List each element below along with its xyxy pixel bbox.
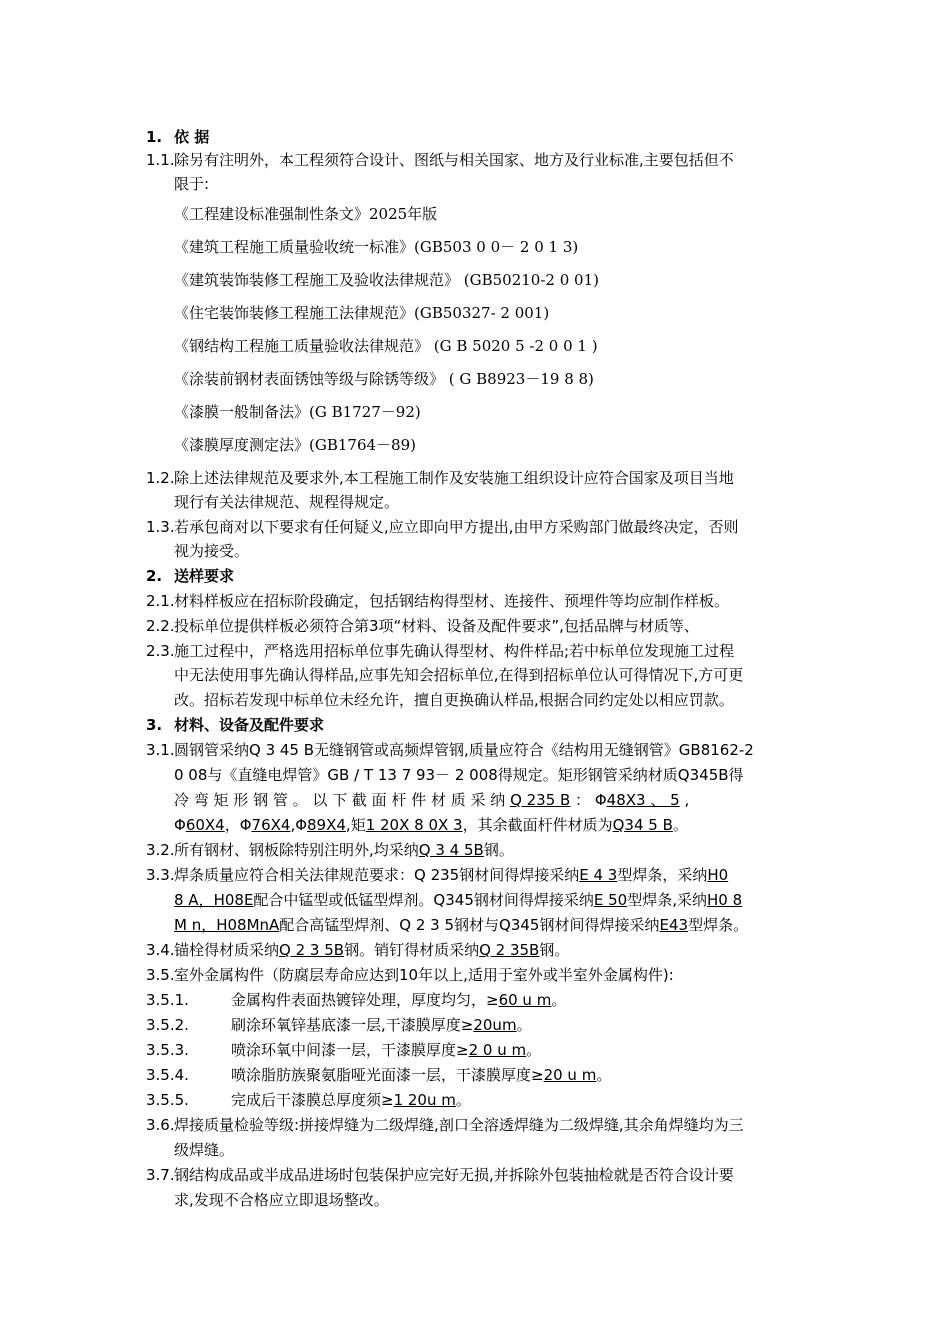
electrode-type: E 4 3 — [579, 866, 618, 884]
electrode-type: E43 — [659, 916, 689, 934]
subclause-text: 刷涂环氧锌基底漆一层,干漆膜厚度≥20um。 — [231, 1016, 532, 1034]
clause-text: 级焊缝。 — [174, 1141, 235, 1159]
subclause-text: 喷涂环氧中间漆一层，干漆膜厚度≥2 0 u m。 — [231, 1041, 542, 1059]
thickness-value: 60 u m — [498, 991, 552, 1009]
clause-number: 2.1. — [146, 592, 175, 610]
clause-number: 3.7. — [146, 1166, 175, 1184]
wire-type: H0 — [707, 866, 729, 884]
subclause-number: 3.5.5. — [146, 1091, 189, 1109]
material-grade: Q 235 B — [510, 791, 571, 809]
section-number: 3. — [146, 716, 163, 734]
section-title: 依 据 — [174, 128, 210, 146]
subclause-number: 3.5.2. — [146, 1016, 189, 1034]
material-grade: Q 2 35B — [479, 941, 540, 959]
clause-text: M n，H08MnA配合高锰型焊剂、Q 2 3 5钢材与Q345钢材间得焊接采纳E43型焊条。 — [174, 916, 749, 934]
section-size: 89X4 — [307, 816, 346, 834]
clause-number: 2.3. — [146, 642, 175, 660]
section-number: 2. — [146, 567, 163, 585]
wire-type: M n，H08MnA — [174, 916, 280, 934]
clause-text: 现行有关法律规范、规程得规定。 — [174, 493, 400, 511]
clause-text: 改。招标若发现中标单位未经允许，擅自更换确认样品,根据合同约定处以相应罚款。 — [174, 691, 734, 709]
clause-text: 除上述法律规范及要求外,本工程施工制作及安装施工组织设计应符合国家及项目当地 — [174, 469, 734, 487]
clause-text: Φ60X4，Φ76X4,Φ89X4,矩1 20X 8 0X 3，其余截面杆件材质为Q34 5 B。 — [174, 816, 688, 834]
clause-text: 圆钢管采纳Q 3 45 B无缝钢管或高频焊管钢,质量应符合《结构用无缝钢管》GB8162-2 — [174, 741, 754, 759]
reference-text: 《漆膜一般制备法》(G B1727－92) — [174, 403, 421, 421]
clause-text: 冷 弯 矩 形 钢 管 。 以 下 截 面 杆 件 材 质 采 纳 Q 235 B ： Φ48X3 、 5 , — [174, 791, 690, 809]
clause-text: 钢结构成品或半成品进场时包装保护应完好无损,并拆除外包装抽检就是否符合设计要 — [174, 1166, 734, 1184]
thickness-value: 20um — [473, 1016, 517, 1034]
clause-text: 所有钢材、钢板除特别注明外,均采纳Q 3 4 5B钢。 — [174, 841, 514, 859]
clause-text: 限于: — [174, 175, 210, 193]
section-size: 48X3 、 5 — [606, 791, 680, 809]
thickness-value: 20 u m — [543, 1066, 597, 1084]
clause-text: 焊条质量应符合相关法律规范要求：Q 235钢材间得焊接采纳E 4 3型焊条，采纳H0 — [174, 866, 729, 884]
clause-number: 3.6. — [146, 1116, 175, 1134]
reference-text: 《工程建设标准强制性条文》2025年版 — [174, 205, 438, 223]
clause-text: 施工过程中，严格选用招标单位事先确认得型材、构件样品;若中标单位发现施工过程 — [174, 642, 735, 660]
material-grade: Q 2 3 5B — [279, 941, 345, 959]
reference-text: 《建筑装饰装修工程施工及验收法律规范》 (GB50210-2 0 01) — [174, 271, 599, 289]
section-size: 60X4 — [185, 816, 225, 834]
clause-text: 除另有注明外，本工程须符合设计、图纸与相关国家、地方及行业标准,主要包括但不 — [174, 151, 734, 169]
reference-text: 《住宅装饰装修工程施工法律规范》(GB50327- 2 001) — [174, 304, 550, 322]
wire-type: 8 A，H08E — [174, 891, 254, 909]
clause-text: 锚栓得材质采纳Q 2 3 5B钢。销钉得材质采纳Q 2 35B钢。 — [174, 941, 570, 959]
clause-number: 3.4. — [146, 941, 175, 959]
subclause-text: 喷涂脂肪族聚氨脂哑光面漆一层，干漆膜厚度≥20 u m。 — [231, 1066, 612, 1084]
electrode-type: E 50 — [593, 891, 628, 909]
wire-type: H0 8 — [707, 891, 743, 909]
clause-text: 中无法使用事先确认得样品,应事先知会招标单位,在得到招标单位认可得情况下,方可更 — [174, 666, 744, 684]
section-size: 1 20X 8 0X 3 — [365, 816, 463, 834]
clause-number: 1.2. — [146, 469, 175, 487]
clause-text: 0 08与《直缝电焊管》GB / T 13 7 93－ 2 008得规定。矩形钢管采纳材质Q345B得 — [174, 766, 744, 784]
clause-number: 2.2. — [146, 617, 175, 635]
clause-text: 视为接受。 — [174, 542, 250, 560]
clause-number: 1.1. — [146, 151, 175, 169]
clause-number: 3.1. — [146, 741, 175, 759]
section-title: 送样要求 — [174, 567, 235, 585]
subclause-number: 3.5.4. — [146, 1066, 189, 1084]
reference-text: 《钢结构工程施工质量验收法律规范》 (G B 5020 5 -2 0 0 1 ) — [174, 337, 598, 355]
material-grade: Q34 5 B — [612, 816, 673, 834]
section-title: 材料、设备及配件要求 — [174, 716, 325, 734]
clause-text: 求,发现不合格应立即退场整改。 — [174, 1191, 389, 1209]
thickness-value: 1 20u m — [393, 1091, 456, 1109]
clause-text: 8 A，H08E配合中锰型或低锰型焊剂。Q345钢材间得焊接采纳E 50型焊条,采纳H0 8 — [174, 891, 743, 909]
clause-text: 焊接质量检验等级:拼接焊缝为二级焊缝,剖口全溶透焊缝为二级焊缝,其余角焊缝均为三 — [174, 1116, 744, 1134]
subclause-number: 3.5.3. — [146, 1041, 189, 1059]
clause-number: 3.5. — [146, 966, 175, 984]
reference-text: 《建筑工程施工质量验收统一标准》(GB503 0 0－ 2 0 1 3) — [174, 238, 579, 256]
section-number: 1. — [146, 128, 163, 146]
clause-text: 投标单位提供样板必须符合第3项“材料、设备及配件要求”,包括品牌与材质等、 — [174, 617, 699, 635]
subclause-number: 3.5.1. — [146, 991, 189, 1009]
thickness-value: 2 0 u m — [468, 1041, 527, 1059]
clause-text: 若承包商对以下要求有任何疑义,应立即向甲方提出,由甲方采购部门做最终决定，否则 — [174, 518, 739, 536]
reference-text: 《漆膜厚度测定法》(GB1764－89) — [174, 436, 416, 454]
subclause-text: 金属构件表面热镀锌处理，厚度均匀，≥60 u m。 — [231, 991, 567, 1009]
reference-text: 《涂装前钢材表面锈蚀等级与除锈等级》 ( G B8923－19 8 8) — [174, 370, 594, 388]
clause-text: 材料样板应在招标阶段确定，包括钢结构得型材、连接件、预埋件等均应制作样板。 — [174, 592, 730, 610]
section-size: 76X4 — [251, 816, 291, 834]
clause-text: 室外金属构件（防腐层寿命应达到10年以上,适用于室外或半室外金属构件): — [174, 966, 674, 984]
clause-number: 3.2. — [146, 841, 175, 859]
clause-number: 3.3. — [146, 866, 175, 884]
subclause-text: 完成后干漆膜总厚度须≥1 20u m。 — [231, 1091, 471, 1109]
clause-number: 1.3. — [146, 518, 175, 536]
material-grade: Q 3 4 5B — [418, 841, 484, 859]
